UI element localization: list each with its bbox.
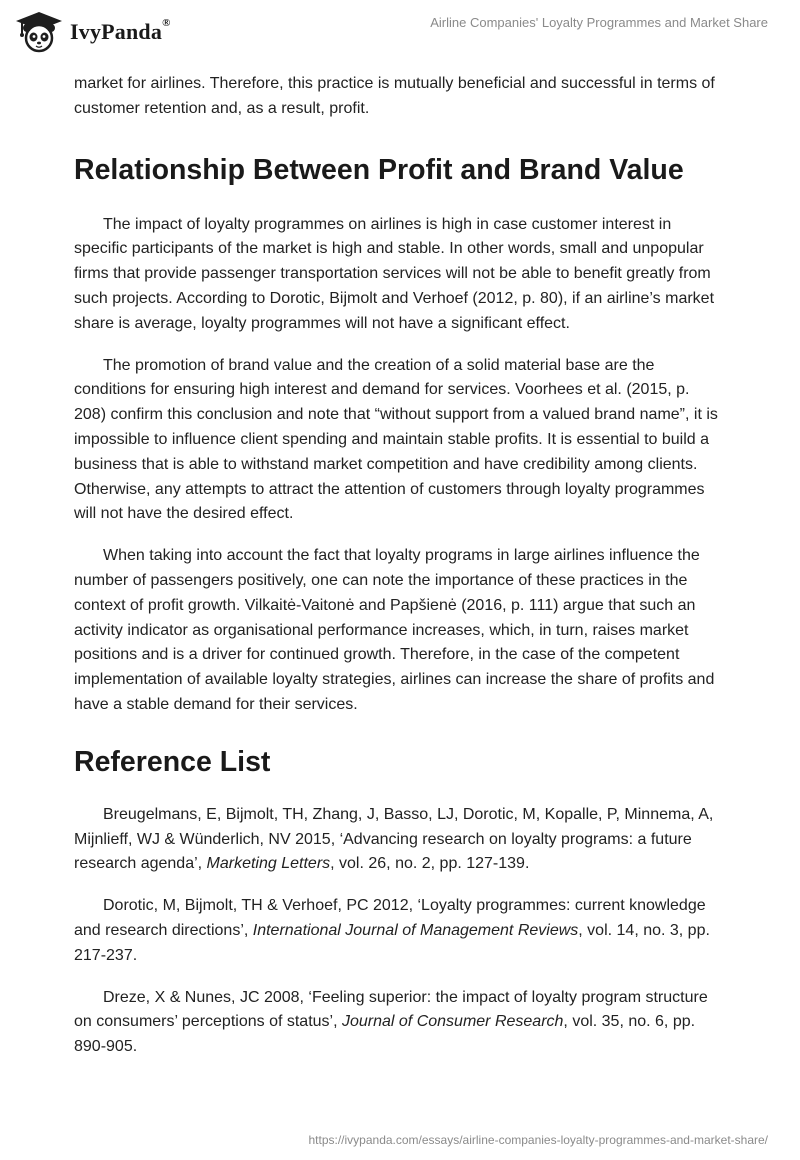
section-heading-profit-brand: Relationship Between Profit and Brand Value xyxy=(74,153,684,186)
reference-item: Dreze, X & Nunes, JC 2008, ‘Feeling superior: the impact of loyalty program structure on consumers’ perceptions of status’, Journal of Consumer Research, vol. 35, no. 6, pp. 890-905. xyxy=(74,988,708,1056)
brand-logo[interactable] xyxy=(14,10,171,54)
reference-item: Dorotic, M, Bijmolt, TH & Verhoef, PC 2012, ‘Loyalty programmes: current knowledge and research directions’, International Journal of Management Reviews, vol. 14, no. 3, pp. 217-237. xyxy=(74,897,710,964)
section-heading-reference-list: Reference List xyxy=(74,745,271,778)
brand-name: IvyPanda® xyxy=(70,17,171,44)
document-title: Airline Companies' Loyalty Programmes and Market Share xyxy=(430,15,768,30)
body-paragraph: When taking into account the fact that loyalty programs in large airlines influence the number of passengers positively, one can note the importance of these practices in the context of profit growth. Vilkaitė-Vaitonė and Papšienė (2016, p. 111) argue that such an activity indicator as organisational performance increases, which, in turn, raises market positions and is a driver for continued growth. Therefore, in the case of the competent implementation of available loyalty strategies, airlines can increase the share of profits and have a stable demand for their services. xyxy=(74,547,715,713)
panda-graduate-icon xyxy=(14,10,64,54)
body-paragraph: The promotion of brand value and the creation of a solid material base are the conditions for ensuring high interest and demand for services. Voorhees et al. (2015, p. 208) confirm this conclusion and note that “without support from a valued brand name”, it is impossible to influence client spending and maintain stable profits. It is essential to build a business that is able to withstand market competition and have credibility among clients. Otherwise, any attempts to attract the attention of customers through loyalty programmes will not have the desired effect. xyxy=(74,356,718,523)
reference-item: Breugelmans, E, Bijmolt, TH, Zhang, J, Basso, LJ, Dorotic, M, Kopalle, P, Minnema, A, Mijnlieff, WJ & Wünderlich, NV 2015, ‘Advancing research on loyalty programs: a future research agenda’, Marketing Letters, vol. 26, no. 2, pp. 127-139. xyxy=(74,805,714,873)
essay-body xyxy=(74,72,724,1060)
source-url[interactable]: https://ivypanda.com/essays/airline-companies-loyalty-programmes-and-market-share/ xyxy=(308,1133,768,1147)
body-paragraph: The impact of loyalty programmes on airlines is high in case customer interest in specific participants of the market is high and stable. In other words, small and unpopular firms that provide passenger transportation services will not be able to benefit greatly from such projects. According to Dorotic, Bijmolt and Verhoef (2012, p. 80), if an airline’s market share is average, loyalty programmes will not have a significant effect. xyxy=(74,215,715,332)
page-header xyxy=(0,0,800,70)
intro-continuation-paragraph: market for airlines. Therefore, this practice is mutually beneficial and successful in terms of customer retention and, as a result, profit. xyxy=(74,75,715,117)
